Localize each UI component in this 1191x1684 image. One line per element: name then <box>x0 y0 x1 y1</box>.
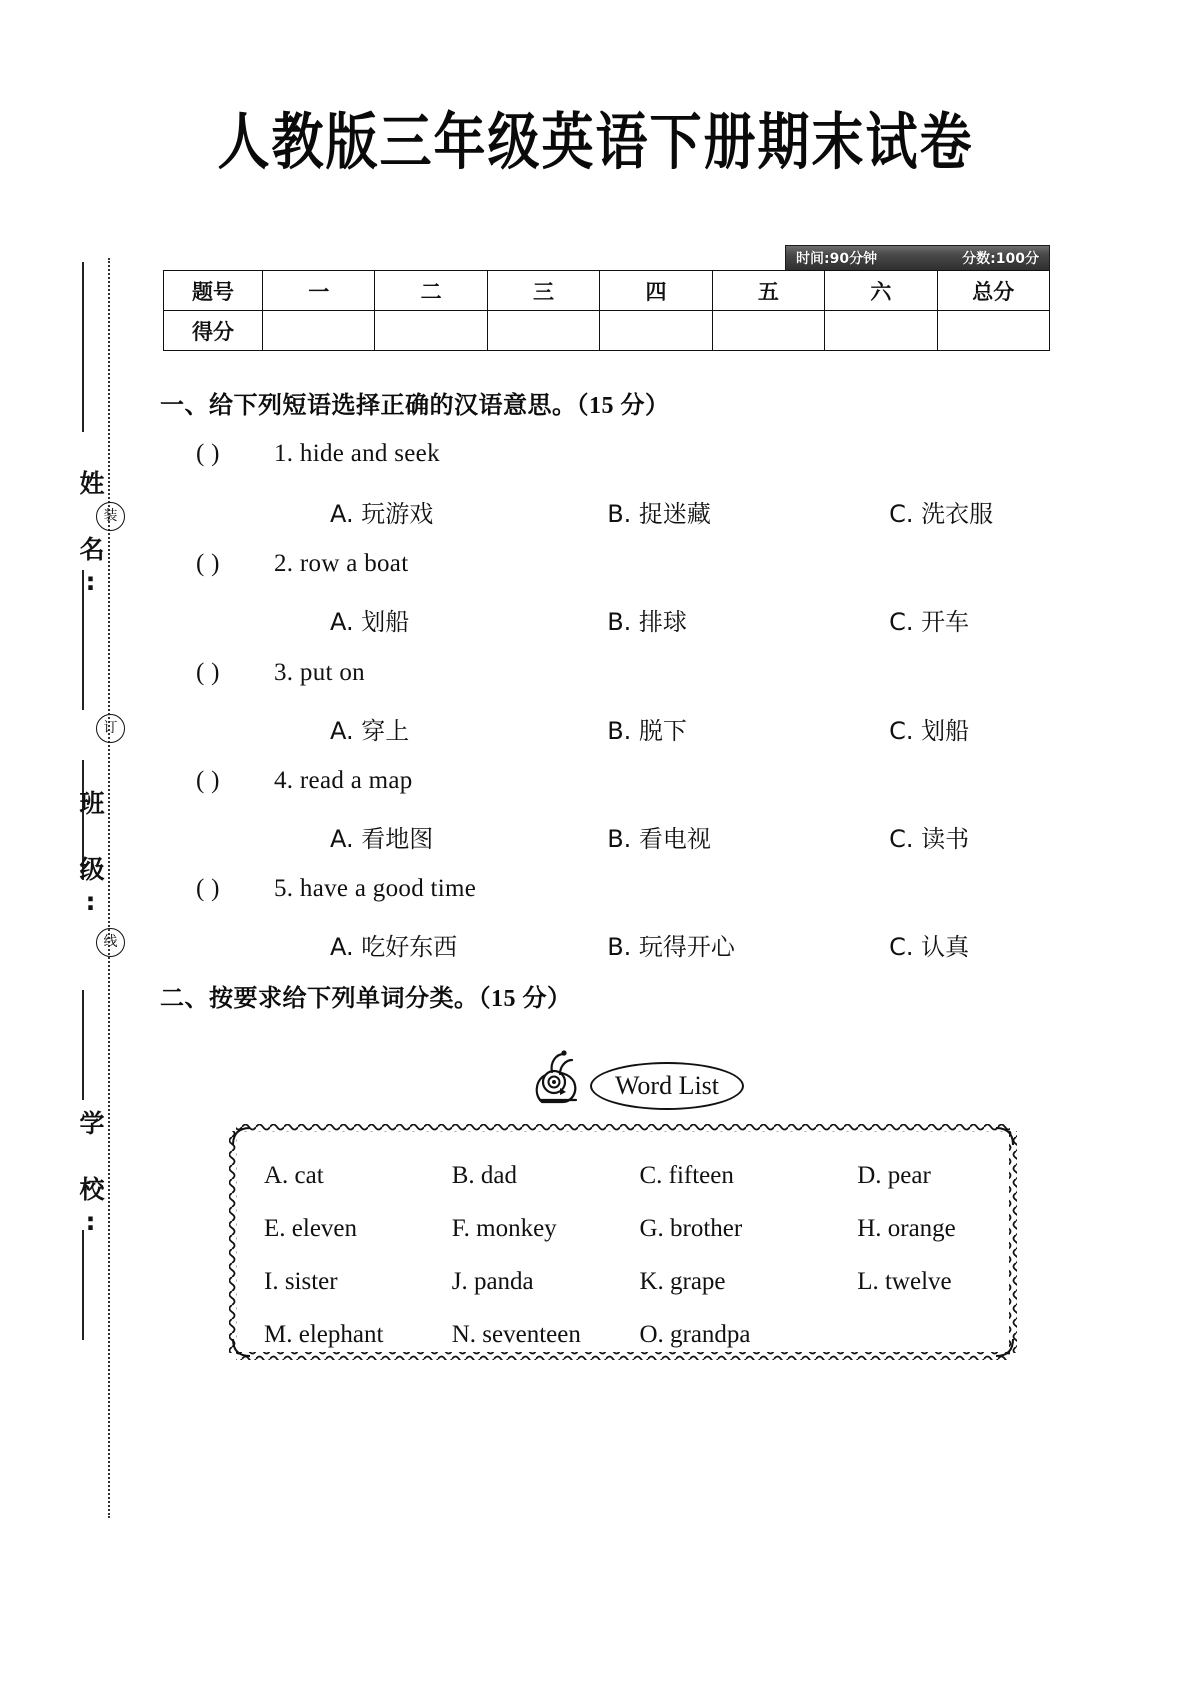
question-4-options <box>330 819 1030 854</box>
word-item-f: F. monkey <box>451 1214 557 1242</box>
question-2-option-a[interactable]: A. 划船 <box>330 608 410 636</box>
exam-time-label: 时间:90分钟 <box>796 251 878 267</box>
score-cell-total[interactable] <box>937 311 1049 351</box>
word-row-4 <box>264 1308 998 1361</box>
word-item-j: J. panda <box>451 1267 534 1295</box>
word-list-label: Word List <box>590 1062 744 1110</box>
word-item-g: G. brother <box>639 1214 743 1242</box>
question-4-option-a[interactable]: A. 看地图 <box>330 825 434 853</box>
question-1-stem <box>196 440 440 468</box>
score-table-label-score: 得分 <box>164 311 263 351</box>
seal-char-xian: 线 <box>96 928 125 957</box>
table-row-question-numbers <box>164 271 1050 311</box>
word-item-k: K. grape <box>639 1267 726 1295</box>
word-row-3 <box>264 1255 998 1308</box>
question-3-options <box>330 711 1030 746</box>
question-4-number: 4. <box>274 767 294 794</box>
word-item-l: L. twelve <box>857 1267 952 1295</box>
word-list-grid <box>264 1149 998 1361</box>
word-item-i: I. sister <box>264 1267 338 1295</box>
section-2-heading-text: 二、按要求给下列单词分类。 <box>160 984 479 1012</box>
question-1-phrase: hide and seek <box>299 440 440 467</box>
question-5-option-a[interactable]: A. 吃好东西 <box>330 933 458 961</box>
score-cell-6[interactable] <box>825 311 937 351</box>
exam-score-label: 分数:100分 <box>962 251 1039 267</box>
score-table-col-5: 五 <box>712 271 824 311</box>
score-table-col-2: 二 <box>375 271 487 311</box>
score-table-col-1: 一 <box>263 271 375 311</box>
question-4-answer-bracket[interactable]: ( ) <box>196 767 220 794</box>
question-2-number: 2. <box>274 550 294 577</box>
question-1-answer-bracket[interactable]: ( ) <box>196 440 220 467</box>
question-2-options <box>330 602 1030 637</box>
question-1-option-a[interactable]: A. 玩游戏 <box>330 500 434 528</box>
question-5-phrase: have a good time <box>299 875 477 902</box>
word-item-b: B. dad <box>451 1161 517 1189</box>
score-cell-2[interactable] <box>375 311 487 351</box>
section-1-heading <box>160 385 670 420</box>
seal-dotted-line <box>108 258 110 1518</box>
score-table-col-6: 六 <box>825 271 937 311</box>
page-title: 人教版三年级英语下册期末试卷 <box>217 107 974 179</box>
word-list-header <box>530 1048 740 1110</box>
question-1-number: 1. <box>274 440 294 467</box>
word-row-2 <box>264 1202 998 1255</box>
word-item-e: E. eleven <box>264 1214 358 1242</box>
question-4-phrase: read a map <box>299 767 413 794</box>
word-item-a: A. cat <box>264 1161 324 1189</box>
score-cell-3[interactable] <box>487 311 599 351</box>
question-4-option-b[interactable]: B. 看电视 <box>607 825 711 853</box>
question-4-stem <box>196 767 413 795</box>
word-list-box <box>228 1123 1018 1361</box>
word-row-1 <box>264 1149 998 1202</box>
question-3-option-a[interactable]: A. 穿上 <box>330 717 410 745</box>
seal-rule-foot <box>82 1230 84 1340</box>
word-item-d: D. pear <box>857 1161 931 1189</box>
word-item-h: H. orange <box>857 1214 956 1242</box>
score-table-label-question: 题号 <box>164 271 263 311</box>
question-2-answer-bracket[interactable]: ( ) <box>196 550 220 577</box>
seal-field-class: 班 级: <box>76 790 105 922</box>
question-3-option-b[interactable]: B. 脱下 <box>607 717 687 745</box>
section-2-points: （15 分） <box>478 986 572 1012</box>
question-5-option-c[interactable]: C. 认真 <box>889 933 970 961</box>
table-row-scores <box>164 311 1050 351</box>
seal-char-ding: 订 <box>96 714 125 743</box>
question-5-option-b[interactable]: B. 玩得开心 <box>607 933 735 961</box>
question-5-number: 5. <box>274 875 294 902</box>
question-3-phrase: put on <box>299 659 365 686</box>
score-cell-1[interactable] <box>263 311 375 351</box>
question-3-stem <box>196 659 365 687</box>
section-1-points: （15 分） <box>576 393 670 419</box>
question-1-option-b[interactable]: B. 捉迷藏 <box>607 500 711 528</box>
score-table-col-3: 三 <box>487 271 599 311</box>
section-1-heading-text: 一、给下列短语选择正确的汉语意思。 <box>160 391 577 419</box>
question-2-option-c[interactable]: C. 开车 <box>889 608 970 636</box>
word-item-o: O. grandpa <box>639 1320 751 1348</box>
question-4-option-c[interactable]: C. 读书 <box>889 825 970 853</box>
question-1-options <box>330 494 1030 529</box>
seal-field-school: 学 校: <box>76 1110 105 1242</box>
score-cell-4[interactable] <box>600 311 712 351</box>
question-2-option-b[interactable]: B. 排球 <box>607 608 687 636</box>
question-3-answer-bracket[interactable]: ( ) <box>196 659 220 686</box>
score-table <box>163 270 1050 351</box>
seal-rule-bottom <box>82 990 84 1100</box>
question-5-stem <box>196 875 476 903</box>
exam-info-banner <box>785 245 1050 271</box>
word-item-m: M. elephant <box>264 1320 384 1348</box>
question-1-option-c[interactable]: C. 洗衣服 <box>889 500 994 528</box>
seal-char-zhuang: 装 <box>96 502 125 531</box>
question-2-phrase: row a boat <box>299 550 409 577</box>
question-5-answer-bracket[interactable]: ( ) <box>196 875 220 902</box>
question-3-option-c[interactable]: C. 划船 <box>889 717 970 745</box>
question-2-stem <box>196 550 408 578</box>
question-5-options <box>330 927 1030 962</box>
score-table-col-4: 四 <box>600 271 712 311</box>
question-3-number: 3. <box>274 659 294 686</box>
seal-field-name: 姓 名: <box>76 470 105 602</box>
word-item-n: N. seventeen <box>451 1320 581 1348</box>
score-table-col-total: 总分 <box>937 271 1049 311</box>
section-2-heading <box>160 978 572 1013</box>
seal-rule-top <box>82 262 84 432</box>
word-item-c: C. fifteen <box>639 1161 734 1189</box>
score-cell-5[interactable] <box>712 311 824 351</box>
